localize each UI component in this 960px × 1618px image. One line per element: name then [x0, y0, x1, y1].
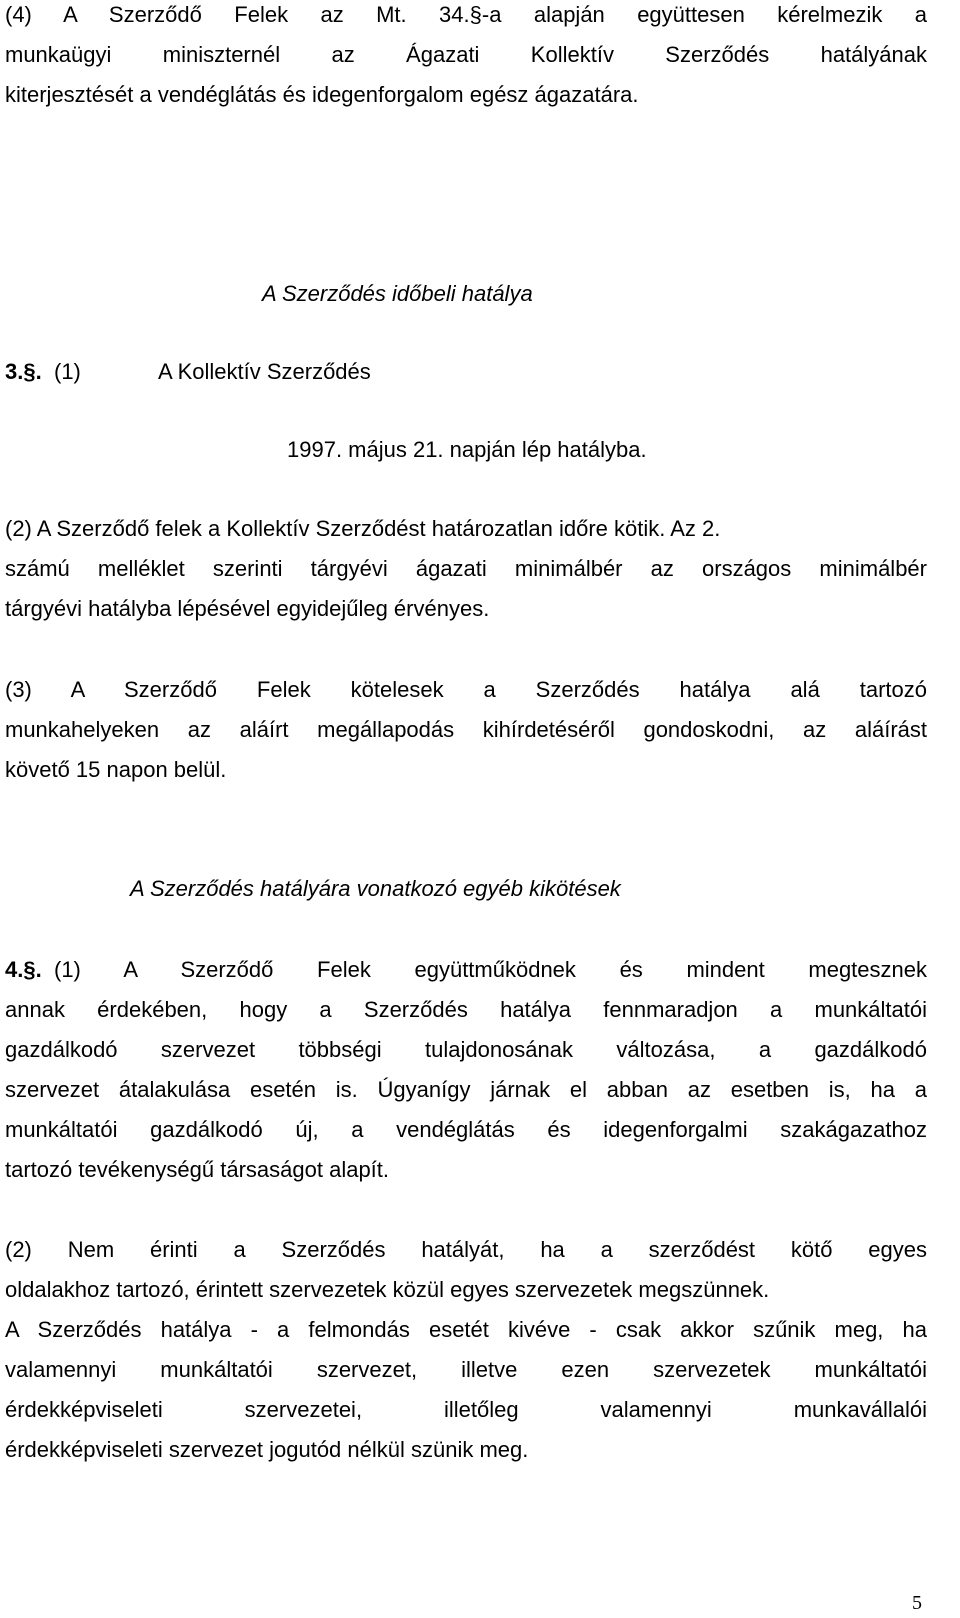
- section-3-number: 3.§.: [5, 359, 42, 384]
- section-3-p3-line-2: munkahelyeken az aláírt megállapodás kihírdetéséről gondoskodni, az aláírást: [5, 717, 927, 742]
- para4-line-3: kiterjesztését a vendéglátás és idegenforgalom egész ágazatára.: [5, 82, 639, 107]
- page-number: 5: [912, 1592, 922, 1614]
- section-3-p3-line-1: (3) A Szerződő Felek kötelesek a Szerződés hatálya alá tartozó: [5, 677, 927, 702]
- section-4-p2-line-4: valamennyi munkáltatói szervezet, illetve ezen szervezetek munkáltatói: [5, 1357, 927, 1382]
- section-4-p2-line-3: A Szerződés hatálya - a felmondás esetét kivéve - csak akkor szűnik meg, ha: [5, 1317, 927, 1342]
- para4-line-1: (4) A Szerződő Felek az Mt. 34.§-a alapján együttesen kérelmezik a: [5, 2, 927, 27]
- section-4-p1-line-3: gazdálkodó szervezet többségi tulajdonosának változása, a gazdálkodó: [5, 1037, 927, 1062]
- section-4-p1-line-6: tartozó tevékenységű társaságot alapít.: [5, 1157, 390, 1182]
- section-4-p1-line-5: munkáltatói gazdálkodó új, a vendéglátás és idegenforgalmi szakágazathoz: [5, 1117, 927, 1142]
- section-heading-temporal-effect: A Szerződés időbeli hatálya: [262, 281, 533, 306]
- section-4-number: 4.§.: [5, 957, 42, 982]
- section-4-p2-line-2: oldalakhoz tartozó, érintett szervezetek közül egyes szervezetek megszünnek.: [5, 1277, 770, 1302]
- section-3-p1-text: A Kollektív Szerződés: [158, 359, 371, 384]
- section-3-p2-line-1: (2) A Szerződő felek a Kollektív Szerződést határozatlan időre kötik. Az 2.: [5, 516, 721, 541]
- section-4-p2-line-1: (2) Nem érinti a Szerződés hatályát, ha a szerződést kötő egyes: [5, 1237, 927, 1262]
- section-4-p1-line-1: (1) A Szerződő Felek együttműködnek és mindent megtesznek: [54, 957, 927, 982]
- section-3-p1-label: (1): [54, 359, 81, 384]
- section-3-p3-line-3: követő 15 napon belül.: [5, 757, 227, 782]
- para4-line-2: munkaügyi miniszternél az Ágazati Kollektív Szerződés hatályának: [5, 42, 927, 67]
- section-3-p2-line-2: számú melléklet szerinti tárgyévi ágazati minimálbér az országos minimálbér: [5, 556, 927, 581]
- section-4-p2-line-6: érdekképviseleti szervezet jogutód nélkül szünik meg.: [5, 1437, 529, 1462]
- section-3-p1-effective-date: 1997. május 21. napján lép hatályba.: [287, 437, 647, 462]
- section-4-p2-line-5: érdekképviseleti szervezetei, illetőleg valamennyi munkavállalói: [5, 1397, 927, 1422]
- section-3-p2-line-3: tárgyévi hatályba lépésével egyidejűleg érvényes.: [5, 596, 490, 621]
- section-heading-other-provisions: A Szerződés hatályára vonatkozó egyéb kikötések: [130, 876, 621, 901]
- section-4-p1-line-2: annak érdekében, hogy a Szerződés hatálya fennmaradjon a munkáltatói: [5, 997, 927, 1022]
- section-4-p1-line-4: szervezet átalakulása esetén is. Úgyanígy járnak el abban az esetben is, ha a: [5, 1077, 927, 1102]
